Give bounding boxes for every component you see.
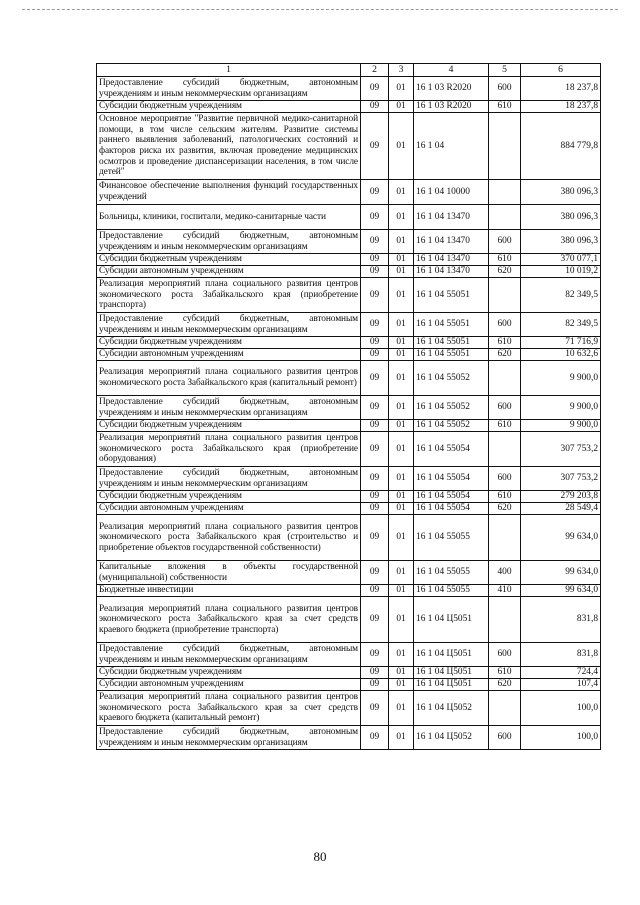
row-subsection-cell: 01 bbox=[389, 349, 414, 361]
row-name-cell: Субсидии автономным учреждениям bbox=[97, 679, 361, 691]
row-section-cell: 09 bbox=[361, 101, 389, 113]
table-row bbox=[97, 101, 601, 113]
row-section-cell: 09 bbox=[361, 585, 389, 597]
row-section-cell: 09 bbox=[361, 180, 389, 205]
header-cell: 6 bbox=[521, 64, 601, 77]
row-amount-cell: 18 237,8 bbox=[521, 77, 601, 101]
row-expense-type-cell: 610 bbox=[489, 667, 521, 679]
row-expense-type-cell: 600 bbox=[489, 396, 521, 420]
row-name-cell: Предоставление субсидий бюджетным, автономным учреждениям и иным некоммерческим организациям bbox=[97, 467, 361, 491]
row-section-cell: 09 bbox=[361, 313, 389, 337]
row-section-cell: 09 bbox=[361, 679, 389, 691]
row-target-code-cell: 16 1 04 55055 bbox=[414, 515, 489, 561]
row-name-cell: Предоставление субсидий бюджетным, автономным учреждениям и иным некоммерческим организациям bbox=[97, 726, 361, 750]
table-row bbox=[97, 349, 601, 361]
row-expense-type-cell bbox=[489, 205, 521, 230]
row-section-cell: 09 bbox=[361, 597, 389, 643]
row-subsection-cell: 01 bbox=[389, 266, 414, 278]
row-target-code-cell: 16 1 03 R2020 bbox=[414, 77, 489, 101]
row-expense-type-cell bbox=[489, 361, 521, 396]
row-name-cell: Субсидии бюджетным учреждениям bbox=[97, 254, 361, 266]
row-name-cell: Реализация мероприятий плана социального развития центров экономического роста Забайкальского края (строительство и приобретение объектов государственной собственности) bbox=[97, 515, 361, 561]
row-subsection-cell: 01 bbox=[389, 679, 414, 691]
row-target-code-cell: 16 1 04 Ц5051 bbox=[414, 597, 489, 643]
row-expense-type-cell: 600 bbox=[489, 77, 521, 101]
table-row bbox=[97, 679, 601, 691]
row-subsection-cell: 01 bbox=[389, 467, 414, 491]
row-target-code-cell: 16 1 04 55055 bbox=[414, 561, 489, 585]
budget-table-body bbox=[97, 64, 601, 750]
table-row bbox=[97, 180, 601, 205]
row-amount-cell: 279 203,8 bbox=[521, 491, 601, 503]
page-number: 80 bbox=[313, 849, 327, 864]
row-name-cell: Субсидии бюджетным учреждениям bbox=[97, 337, 361, 349]
row-amount-cell: 307 753,2 bbox=[521, 467, 601, 491]
row-subsection-cell: 01 bbox=[389, 597, 414, 643]
row-subsection-cell: 01 bbox=[389, 561, 414, 585]
row-target-code-cell: 16 1 04 55052 bbox=[414, 420, 489, 432]
table-row bbox=[97, 667, 601, 679]
row-name-cell: Реализация мероприятий плана социального развития центров экономического роста Забайкальского края (приобретение транспорта) bbox=[97, 278, 361, 313]
row-target-code-cell: 16 1 04 55054 bbox=[414, 432, 489, 467]
row-expense-type-cell: 600 bbox=[489, 467, 521, 491]
row-expense-type-cell bbox=[489, 180, 521, 205]
row-target-code-cell: 16 1 04 55052 bbox=[414, 361, 489, 396]
table-row bbox=[97, 396, 601, 420]
row-expense-type-cell bbox=[489, 691, 521, 726]
row-name-cell: Субсидии бюджетным учреждениям bbox=[97, 667, 361, 679]
row-target-code-cell: 16 1 04 55052 bbox=[414, 396, 489, 420]
row-target-code-cell: 16 1 04 13470 bbox=[414, 266, 489, 278]
row-expense-type-cell: 600 bbox=[489, 313, 521, 337]
row-expense-type-cell: 620 bbox=[489, 266, 521, 278]
row-amount-cell: 10 019,2 bbox=[521, 266, 601, 278]
row-subsection-cell: 01 bbox=[389, 585, 414, 597]
table-row bbox=[97, 491, 601, 503]
row-amount-cell: 724,4 bbox=[521, 667, 601, 679]
row-section-cell: 09 bbox=[361, 230, 389, 254]
row-amount-cell: 9 900,0 bbox=[521, 420, 601, 432]
table-row bbox=[97, 432, 601, 467]
header-row bbox=[97, 64, 601, 77]
row-expense-type-cell: 610 bbox=[489, 337, 521, 349]
row-subsection-cell: 01 bbox=[389, 180, 414, 205]
row-section-cell: 09 bbox=[361, 503, 389, 515]
row-target-code-cell: 16 1 04 55055 bbox=[414, 585, 489, 597]
row-target-code-cell: 16 1 04 bbox=[414, 113, 489, 180]
row-target-code-cell: 16 1 04 55051 bbox=[414, 278, 489, 313]
row-subsection-cell: 01 bbox=[389, 643, 414, 667]
row-target-code-cell: 16 1 04 55051 bbox=[414, 349, 489, 361]
row-name-cell: Реализация мероприятий плана социального развития центров экономического роста Забайкальского края за счет средств краевого бюджета (приобретение транспорта) bbox=[97, 597, 361, 643]
row-name-cell: Капитальные вложения в объекты государственной (муниципальной) собственности bbox=[97, 561, 361, 585]
row-expense-type-cell bbox=[489, 515, 521, 561]
header-cell: 5 bbox=[489, 64, 521, 77]
row-amount-cell: 9 900,0 bbox=[521, 361, 601, 396]
table-row bbox=[97, 361, 601, 396]
row-subsection-cell: 01 bbox=[389, 254, 414, 266]
row-section-cell: 09 bbox=[361, 726, 389, 750]
table-row bbox=[97, 691, 601, 726]
row-name-cell: Реализация мероприятий плана социального развития центров экономического роста Забайкальского края (капитальный ремонт) bbox=[97, 361, 361, 396]
row-target-code-cell: 16 1 03 R2020 bbox=[414, 101, 489, 113]
row-amount-cell: 28 549,4 bbox=[521, 503, 601, 515]
header-cell: 1 bbox=[97, 64, 361, 77]
table-row bbox=[97, 313, 601, 337]
row-name-cell: Предоставление субсидий бюджетным, автономным учреждениям и иным некоммерческим организациям bbox=[97, 313, 361, 337]
row-name-cell: Бюджетные инвестиции bbox=[97, 585, 361, 597]
row-target-code-cell: 16 1 04 Ц5052 bbox=[414, 691, 489, 726]
row-subsection-cell: 01 bbox=[389, 230, 414, 254]
row-subsection-cell: 01 bbox=[389, 101, 414, 113]
budget-table bbox=[96, 63, 601, 750]
row-amount-cell: 831,8 bbox=[521, 597, 601, 643]
row-section-cell: 09 bbox=[361, 361, 389, 396]
table-row bbox=[97, 77, 601, 101]
row-expense-type-cell: 620 bbox=[489, 349, 521, 361]
row-subsection-cell: 01 bbox=[389, 515, 414, 561]
table-row bbox=[97, 420, 601, 432]
row-name-cell: Субсидии бюджетным учреждениям bbox=[97, 420, 361, 432]
row-subsection-cell: 01 bbox=[389, 205, 414, 230]
row-target-code-cell: 16 1 04 Ц5051 bbox=[414, 679, 489, 691]
row-expense-type-cell: 610 bbox=[489, 491, 521, 503]
row-subsection-cell: 01 bbox=[389, 337, 414, 349]
header-cell: 4 bbox=[414, 64, 489, 77]
row-section-cell: 09 bbox=[361, 432, 389, 467]
row-amount-cell: 99 634,0 bbox=[521, 561, 601, 585]
row-section-cell: 09 bbox=[361, 515, 389, 561]
row-expense-type-cell: 610 bbox=[489, 420, 521, 432]
row-section-cell: 09 bbox=[361, 205, 389, 230]
row-expense-type-cell bbox=[489, 113, 521, 180]
row-target-code-cell: 16 1 04 13470 bbox=[414, 205, 489, 230]
table-row bbox=[97, 113, 601, 180]
row-amount-cell: 99 634,0 bbox=[521, 585, 601, 597]
row-subsection-cell: 01 bbox=[389, 726, 414, 750]
row-target-code-cell: 16 1 04 55051 bbox=[414, 313, 489, 337]
row-amount-cell: 82 349,5 bbox=[521, 313, 601, 337]
row-amount-cell: 82 349,5 bbox=[521, 278, 601, 313]
row-subsection-cell: 01 bbox=[389, 113, 414, 180]
row-section-cell: 09 bbox=[361, 561, 389, 585]
row-name-cell: Предоставление субсидий бюджетным, автономным учреждениям и иным некоммерческим организациям bbox=[97, 396, 361, 420]
row-name-cell: Предоставление субсидий бюджетным, автономным учреждениям и иным некоммерческим организациям bbox=[97, 643, 361, 667]
table-row bbox=[97, 230, 601, 254]
row-name-cell: Субсидии автономным учреждениям bbox=[97, 349, 361, 361]
table-row bbox=[97, 561, 601, 585]
row-subsection-cell: 01 bbox=[389, 432, 414, 467]
row-name-cell: Основное мероприятие "Развитие первичной медико-санитарной помощи, в том числе сельским жителям. Развитие системы раннего выявления заболеваний, патологических состояний и факторов риска их развития, включая проведение медицинских осмотров и проведение диспансеризации населения, в том числе детей" bbox=[97, 113, 361, 180]
row-amount-cell: 18 237,8 bbox=[521, 101, 601, 113]
row-amount-cell: 71 716,9 bbox=[521, 337, 601, 349]
row-target-code-cell: 16 1 04 55054 bbox=[414, 467, 489, 491]
table-row bbox=[97, 515, 601, 561]
row-expense-type-cell: 610 bbox=[489, 254, 521, 266]
row-name-cell: Субсидии бюджетным учреждениям bbox=[97, 101, 361, 113]
row-section-cell: 09 bbox=[361, 420, 389, 432]
row-expense-type-cell: 600 bbox=[489, 230, 521, 254]
row-subsection-cell: 01 bbox=[389, 503, 414, 515]
table-row bbox=[97, 585, 601, 597]
row-expense-type-cell: 600 bbox=[489, 643, 521, 667]
row-name-cell: Реализация мероприятий плана социального развития центров экономического роста Забайкальского края (приобретение оборудования) bbox=[97, 432, 361, 467]
row-target-code-cell: 16 1 04 Ц5051 bbox=[414, 667, 489, 679]
row-name-cell: Финансовое обеспечение выполнения функций государственных учреждений bbox=[97, 180, 361, 205]
row-amount-cell: 107,4 bbox=[521, 679, 601, 691]
table-row bbox=[97, 643, 601, 667]
row-subsection-cell: 01 bbox=[389, 313, 414, 337]
row-section-cell: 09 bbox=[361, 77, 389, 101]
row-expense-type-cell: 620 bbox=[489, 679, 521, 691]
row-name-cell: Предоставление субсидий бюджетным, автономным учреждениям и иным некоммерческим организациям bbox=[97, 77, 361, 101]
row-expense-type-cell: 600 bbox=[489, 726, 521, 750]
row-target-code-cell: 16 1 04 55051 bbox=[414, 337, 489, 349]
row-amount-cell: 380 096,3 bbox=[521, 180, 601, 205]
row-name-cell: Предоставление субсидий бюджетным, автономным учреждениям и иным некоммерческим организациям bbox=[97, 230, 361, 254]
row-expense-type-cell: 610 bbox=[489, 101, 521, 113]
row-subsection-cell: 01 bbox=[389, 396, 414, 420]
row-target-code-cell: 16 1 04 10000 bbox=[414, 180, 489, 205]
row-section-cell: 09 bbox=[361, 254, 389, 266]
row-target-code-cell: 16 1 04 13470 bbox=[414, 230, 489, 254]
row-name-cell: Субсидии автономным учреждениям bbox=[97, 503, 361, 515]
row-subsection-cell: 01 bbox=[389, 691, 414, 726]
row-section-cell: 09 bbox=[361, 691, 389, 726]
row-amount-cell: 884 779,8 bbox=[521, 113, 601, 180]
row-amount-cell: 307 753,2 bbox=[521, 432, 601, 467]
table-row bbox=[97, 337, 601, 349]
row-subsection-cell: 01 bbox=[389, 77, 414, 101]
row-subsection-cell: 01 bbox=[389, 361, 414, 396]
row-section-cell: 09 bbox=[361, 491, 389, 503]
table-row bbox=[97, 467, 601, 491]
row-target-code-cell: 16 1 04 55054 bbox=[414, 491, 489, 503]
table-row bbox=[97, 266, 601, 278]
table-row bbox=[97, 278, 601, 313]
row-amount-cell: 380 096,3 bbox=[521, 230, 601, 254]
row-section-cell: 09 bbox=[361, 643, 389, 667]
row-section-cell: 09 bbox=[361, 113, 389, 180]
row-section-cell: 09 bbox=[361, 337, 389, 349]
row-amount-cell: 100,0 bbox=[521, 726, 601, 750]
row-subsection-cell: 01 bbox=[389, 278, 414, 313]
row-section-cell: 09 bbox=[361, 667, 389, 679]
row-subsection-cell: 01 bbox=[389, 420, 414, 432]
row-section-cell: 09 bbox=[361, 349, 389, 361]
row-target-code-cell: 16 1 04 Ц5052 bbox=[414, 726, 489, 750]
row-expense-type-cell: 400 bbox=[489, 561, 521, 585]
table-row bbox=[97, 254, 601, 266]
row-amount-cell: 10 632,6 bbox=[521, 349, 601, 361]
row-subsection-cell: 01 bbox=[389, 667, 414, 679]
row-amount-cell: 370 077,1 bbox=[521, 254, 601, 266]
row-amount-cell: 380 096,3 bbox=[521, 205, 601, 230]
row-expense-type-cell bbox=[489, 278, 521, 313]
top-dashed-divider bbox=[22, 9, 618, 10]
row-target-code-cell: 16 1 04 55054 bbox=[414, 503, 489, 515]
table-row bbox=[97, 205, 601, 230]
row-name-cell: Реализация мероприятий плана социального развития центров экономического роста Забайкальского края за счет средств краевого бюджета (капитальный ремонт) bbox=[97, 691, 361, 726]
row-name-cell: Больницы, клиники, госпитали, медико-санитарные части bbox=[97, 205, 361, 230]
row-section-cell: 09 bbox=[361, 266, 389, 278]
row-section-cell: 09 bbox=[361, 467, 389, 491]
table-row bbox=[97, 597, 601, 643]
header-cell: 3 bbox=[389, 64, 414, 77]
row-subsection-cell: 01 bbox=[389, 491, 414, 503]
row-target-code-cell: 16 1 04 Ц5051 bbox=[414, 643, 489, 667]
row-expense-type-cell: 620 bbox=[489, 503, 521, 515]
row-amount-cell: 831,8 bbox=[521, 643, 601, 667]
table-row bbox=[97, 503, 601, 515]
header-cell: 2 bbox=[361, 64, 389, 77]
row-target-code-cell: 16 1 04 13470 bbox=[414, 254, 489, 266]
row-expense-type-cell bbox=[489, 597, 521, 643]
row-section-cell: 09 bbox=[361, 278, 389, 313]
row-name-cell: Субсидии автономным учреждениям bbox=[97, 266, 361, 278]
row-expense-type-cell: 410 bbox=[489, 585, 521, 597]
row-name-cell: Субсидии бюджетным учреждениям bbox=[97, 491, 361, 503]
row-expense-type-cell bbox=[489, 432, 521, 467]
table-row bbox=[97, 726, 601, 750]
row-amount-cell: 100,0 bbox=[521, 691, 601, 726]
row-section-cell: 09 bbox=[361, 396, 389, 420]
row-amount-cell: 9 900,0 bbox=[521, 396, 601, 420]
row-amount-cell: 99 634,0 bbox=[521, 515, 601, 561]
